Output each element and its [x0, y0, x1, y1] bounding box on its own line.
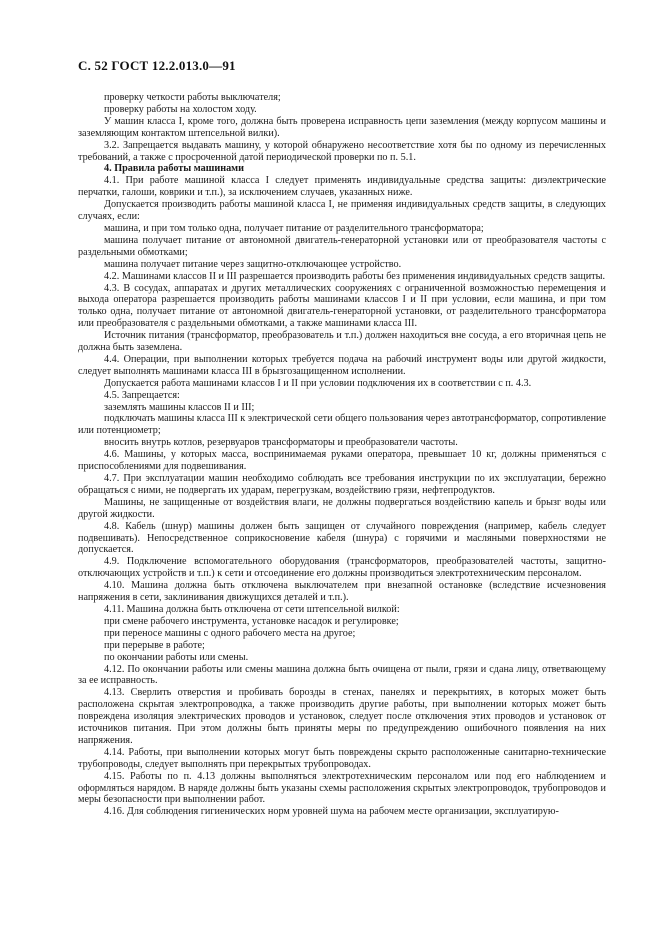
paragraph: проверку работы на холостом ходу. — [104, 103, 257, 115]
paragraph: 4.12. По окончании работы или смены машина должна быть очищена от пыли, грязи и сдана лицу, ответвающему за ее исправность. — [78, 663, 606, 687]
paragraph: 4.2. Машинами классов II и III разрешается производить работы без применения индивидуальных средств защиты. — [104, 270, 606, 282]
paragraph: при перерыве в работе; — [104, 639, 205, 651]
paragraph: проверку четкости работы выключателя; — [104, 92, 281, 103]
paragraph: машина, и при том только одна, получает питание от разделительного трансформатора; — [104, 222, 484, 234]
paragraph: заземлять машины классов II и III; — [104, 401, 255, 413]
paragraph: по окончании работы или смены. — [104, 651, 249, 663]
paragraph: 4.15. Работы по п. 4.13 должны выполняться электротехническим персоналом или под его наблюдением и оформляться нарядом. В наряде должны быть указаны схемы расположения скрытых электропроводок, трубопроводов и меры безопасности при выполнении работ. — [78, 770, 606, 806]
paragraph: Машины, не защищенные от воздействия влаги, не должны подвергаться воздействию капель и брызг воды или другой жидкости. — [78, 496, 606, 520]
paragraph: вносить внутрь котлов, резервуаров трансформаторы и преобразователи частоты. — [104, 437, 458, 449]
paragraph: 4.14. Работы, при выполнении которых могут быть повреждены скрыто расположенные санитарно-технические трубопроводы, следует выполнять при перекрытых трубопроводах. — [78, 746, 606, 770]
paragraph: Допускается производить работы машиной класса I, не применяя индивидуальных средств защиты, в следующих случаях, если: — [78, 199, 606, 223]
paragraph: при переносе машины с одного рабочего места на другое; — [104, 627, 356, 639]
paragraph: при смене рабочего инструмента, установке насадок и регулировке; — [104, 615, 399, 627]
paragraph: 4.5. Запрещается: — [104, 389, 180, 401]
paragraph: 4.13. Сверлить отверстия и пробивать борозды в стенах, панелях и перекрытиях, в которых может быть расположена скрытая электропроводка, а также производить другие работы, при выполнении которых может быть повреждена изоляция электрических проводов и установок, следует после отключения этих проводов и установок от источников питания. При этом должны быть приняты меры по предупреждению ошибочного появления на них напряжения. — [78, 687, 606, 746]
paragraph: машина получает питание через защитно-отключающее устройство. — [104, 258, 402, 270]
paragraph: 4.6. Машины, у которых масса, воспринимаемая руками оператора, превышает 10 кг, должны применяться с приспособлениями для подвешивания. — [78, 449, 606, 473]
paragraph: 4.7. При эксплуатации машин необходимо соблюдать все требования инструкции по их эксплуатации, бережно обращаться с ними, не подвергать их ударам, перегрузкам, воздействию грязи, нефтепродуктов. — [78, 473, 606, 496]
paragraph: 4.9. Подключение вспомогательного оборудования (трансформаторов, преобразователей частоты, защитно-отключающих устройств и т.п.) к сети и отсоединение его должны производиться электротехническим персоналом. — [78, 556, 606, 580]
paragraph: Источник питания (трансформатор, преобразователь и т.п.) должен находиться вне сосуда, а его вторичная цепь не должна быть заземлена. — [78, 330, 606, 354]
paragraph: Допускается работа машинами классов I и II при условии подключения их в соответствии с п. 4.3. — [104, 377, 532, 389]
section-heading: 4. Правила работы машинами — [104, 163, 244, 175]
paragraph: 4.11. Машина должна быть отключена от сети штепсельной вилкой: — [104, 603, 400, 615]
paragraph: 4.10. Машина должна быть отключена выключателем при внезапной остановке (вследствие исчезновения напряжения в сети, заклинивания движущихся деталей и т.п.). — [78, 580, 606, 604]
paragraph: У машин класса I, кроме того, должна быть проверена исправность цепи заземления (между корпусом машины и заземляющим контактом штепсельной вилки). — [78, 115, 606, 139]
paragraph: 4.16. Для соблюдения гигиенических норм уровней шума на рабочем месте организации, эксплуатирую- — [104, 806, 559, 818]
paragraph: 4.1. При работе машиной класса I следует применять индивидуальные средства защиты: диэлектрические перчатки, галоши, коврики и т.п.), за исключением случаев, указанных ниже. — [78, 175, 606, 199]
paragraph: машина получает питание от автономной двигатель-генераторной установки или от преобразователя частоты с раздельными обмотками; — [78, 234, 606, 258]
paragraph: 4.3. В сосудах, аппаратах и других металлических сооружениях с ограниченной возможностью перемещения и выхода оператора разрешается производить работы машинами классов I и II при условии, если машина, и при том только одна, получает питание от автономной двигатель-генераторной установки, от разделительного трансформатора или преобразователя с раздельными обмотками, а также машинами класса III. — [78, 282, 606, 330]
paragraph: 4.8. Кабель (шнур) машины должен быть защищен от случайного повреждения (например, кабель следует подвешивать). Непосредственное соприкосновение кабеля (шнура) с горячими и масляными поверхностями не допускается. — [78, 520, 606, 556]
page-header: С. 52 ГОСТ 12.2.013.0—91 — [78, 58, 236, 73]
paragraph: 3.2. Запрещается выдавать машину, у которой обнаружено несоответствие хотя бы по одному из перечисленных требований, а также с просроченной датой периодической проверки по п. 5.1. — [78, 139, 606, 163]
document-body — [78, 92, 606, 818]
paragraph: подключать машины класса III к электрической сети общего пользования через автотрансформатор, сопротивление или потенциометр; — [78, 413, 607, 437]
paragraph: 4.4. Операции, при выполнении которых требуется подача на рабочий инструмент воды или другой жидкости, следует выполнять машинами класса III в брызгозащищенном исполнении. — [78, 353, 606, 377]
